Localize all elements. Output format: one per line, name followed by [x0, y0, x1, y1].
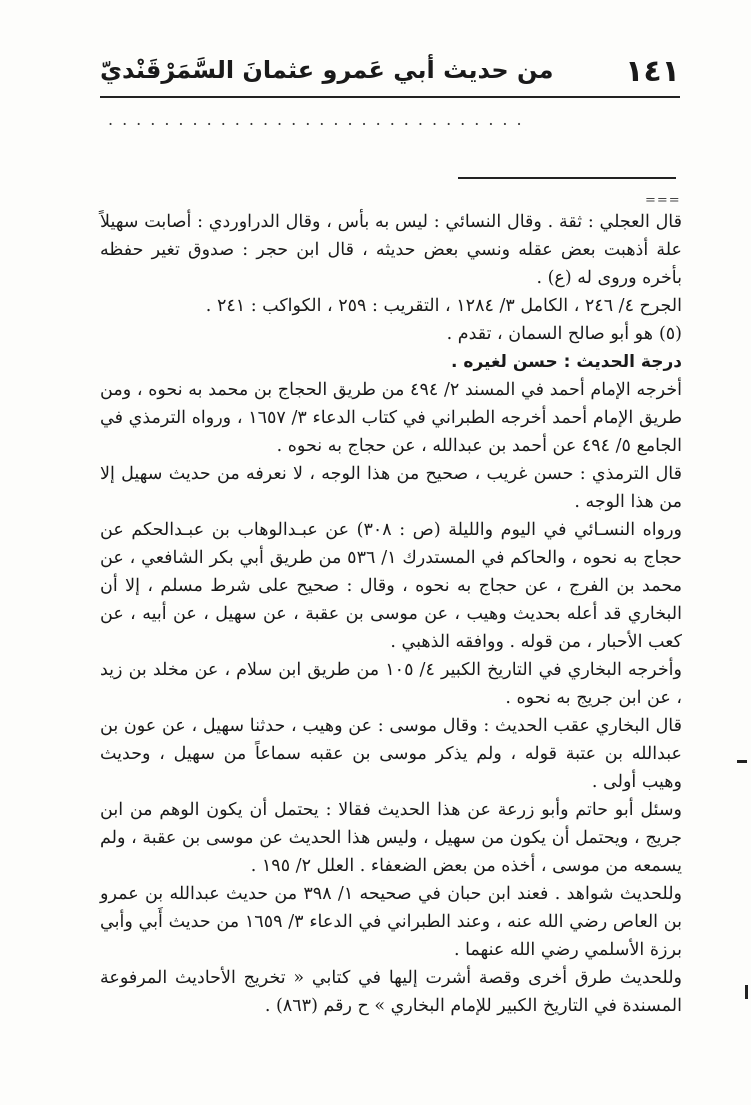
paragraph: وسئل أبو حاتم وأبو زرعة عن هذا الحديث فقالا : يحتمل أن يكون الوهم من ابن جريج ، ويحتمل أن يكون من سهيل ، وليس هذا الحديث عن موسى بن عقبة ، ولم يسمعه من موسى ، أخذه من بعض الضعفاء . العلل ٢/ ١٩٥ .	[100, 800, 682, 876]
dotted-separator: ..............................	[108, 110, 531, 129]
grade-heading: درجة الحديث : حسن لغيره .	[451, 352, 682, 372]
footnote-5	[100, 320, 682, 348]
paragraph: قال الترمذي : حسن غريب ، صحيح من هذا الوجه ، لا نعرفه من حديث سهيل إلا من هذا الوجه .	[100, 464, 682, 512]
footnote-rule	[458, 177, 676, 179]
paragraph: ورواه النسـائي في اليوم والليلة (ص : ٣٠٨) عن عبـدالوهاب بن عبـدالحكم عن حجاج به نحوه ، والحاكم في المستدرك ١/ ٥٣٦ من طريق أبي بكر الشافعي ، عن محمد بن الفرج ، عن حجاج به نحوه ، وقال : صحيح على شرط مسلم ، إلا أن البخاري قد أعله بحديث وهيب ، عن موسى بن عقبة ، عن سهيل ، عن أبيه ، عن كعب الأحبار ، من قوله . ووافقه الذهبي .	[100, 520, 682, 652]
paragraph: وللحديث طرق أخرى وقصة أشرت إليها في كتابي « تخريج الأحاديث المرفوعة المسندة في التاريخ الكبير للإمام البخاري » ح رقم (٨٦٣) .	[100, 968, 682, 1016]
paragraph: قال البخاري عقب الحديث : وقال موسى : عن وهيب ، حدثنا سهيل ، عن عون بن عبدالله بن عتبة قوله ، ولم يذكر موسى بن عقبه سماعاً من سهيل ، وحديث وهيب أولى .	[100, 716, 682, 792]
page-header	[100, 50, 680, 98]
footnotes-body	[100, 208, 682, 1020]
footnote-5-number: (٥)	[658, 324, 682, 344]
margin-mark	[737, 760, 747, 763]
paragraph: وللحديث شواهد . فعند ابن حبان في صحيحه ١/ ٣٩٨ من حديث عبدالله بن عمرو بن العاص رضي الله عنه ، وعند الطبراني في الدعاء ٣/ ١٦٥٩ من حديث أَبي وأبي برزة الأسلمي رضي الله عنهما .	[100, 884, 682, 960]
footnote-continued-2: الجرح ٤/ ٢٤٦ ، الكامل ٣/ ١٢٨٤ ، التقريب : ٢٥٩ ، الكواكب : ٢٤١ .	[205, 296, 682, 316]
continuation-mark: ===	[645, 193, 681, 208]
paragraph: أخرجه الإمام أحمد في المسند ٢/ ٤٩٤ من طريق الحجاج بن محمد به نحوه ، ومن طريق الإمام أحمد أخرجه الطبراني في كتاب الدعاء ٣/ ١٦٥٧ ، ورواه الترمذي في الجامع ٥/ ٤٩٤ عن أحمد بن عبدالله ، عن حجاج به نحوه .	[100, 380, 682, 456]
footnote-continued-1: قال العجلي : ثقة . وقال النسائي : ليس به بأس ، وقال الدراوردي : أصابت سهيلاً علة أذهبت بعض عقله ونسي بعض حديثه ، قال ابن حجر : صدوق تغير حفظه بأخره وروى له (ع) .	[100, 212, 682, 288]
margin-mark	[745, 985, 748, 999]
paragraph: وأخرجه البخاري في التاريخ الكبير ٤/ ١٠٥ من طريق ابن سلام ، عن مخلد بن زيد ، عن ابن جريج به نحوه .	[100, 660, 682, 708]
footnote-5-text: هو أبو صالح السمان ، تقدم .	[446, 324, 653, 344]
page-number: ١٤١	[625, 54, 680, 89]
running-title: من حديث أبي عَمرو عثمانَ السَّمَرْقَنْديّ	[100, 56, 554, 84]
